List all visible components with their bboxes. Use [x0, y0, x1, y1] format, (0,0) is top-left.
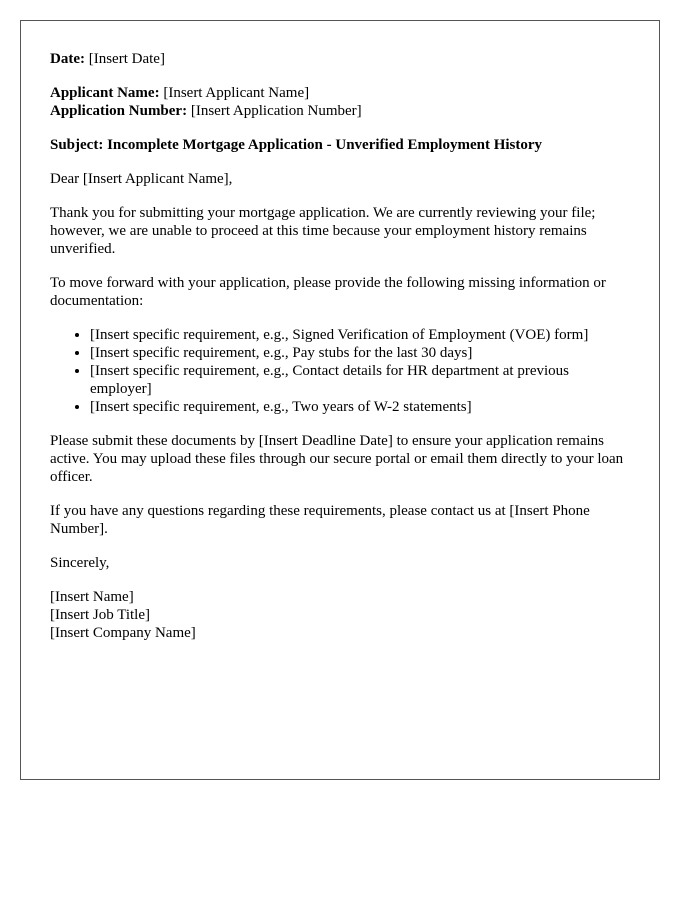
- greeting: Dear [Insert Applicant Name],: [50, 171, 233, 187]
- requirement-item: • [Insert specific requirement, e.g., Signed Verification of Employment (VOE) form]: [90, 326, 630, 344]
- closing: Sincerely,: [50, 555, 110, 571]
- signature-name: [Insert Name]: [50, 589, 134, 605]
- application-number-line: [50, 102, 630, 120]
- signature-block: [50, 588, 630, 642]
- applicant-info: [50, 84, 630, 120]
- subject-line: Subject: Incomplete Mortgage Application - Unverified Employment History: [50, 137, 543, 153]
- requirements-list: [50, 326, 630, 416]
- applicant-name-line: [50, 84, 630, 102]
- letter-document: [20, 20, 660, 780]
- applicant-name-label: Applicant Name:: [50, 85, 160, 101]
- applicant-name-value: [Insert Applicant Name]: [163, 85, 310, 101]
- requirement-item: • [Insert specific requirement, e.g., Two years of W-2 statements]: [90, 398, 630, 416]
- application-number-label: Application Number:: [50, 103, 188, 119]
- signature-company: [Insert Company Name]: [50, 625, 196, 641]
- requirement-item: • [Insert specific requirement, e.g., Contact details for HR department at previous employer]: [90, 362, 630, 398]
- contact-paragraph: If you have any questions regarding these requirements, please contact us at [Insert Phone Number].: [50, 503, 590, 537]
- intro-paragraph: Thank you for submitting your mortgage application. We are currently reviewing your file; however, we are unable to proceed at this time because your employment history remains unverified.: [50, 205, 596, 257]
- requirement-item: • [Insert specific requirement, e.g., Pay stubs for the last 30 days]: [90, 344, 630, 362]
- request-paragraph: To move forward with your application, please provide the following missing information or documentation:: [50, 275, 606, 309]
- date-label: Date:: [50, 51, 85, 67]
- application-number-value: [Insert Application Number]: [190, 103, 362, 119]
- date-value: [Insert Date]: [88, 51, 165, 67]
- deadline-paragraph: Please submit these documents by [Insert Deadline Date] to ensure your application remains active. You may upload these files through our secure portal or email them directly to your loan officer.: [50, 433, 624, 485]
- date-line: [50, 50, 630, 68]
- signature-job-title: [Insert Job Title]: [50, 607, 151, 623]
